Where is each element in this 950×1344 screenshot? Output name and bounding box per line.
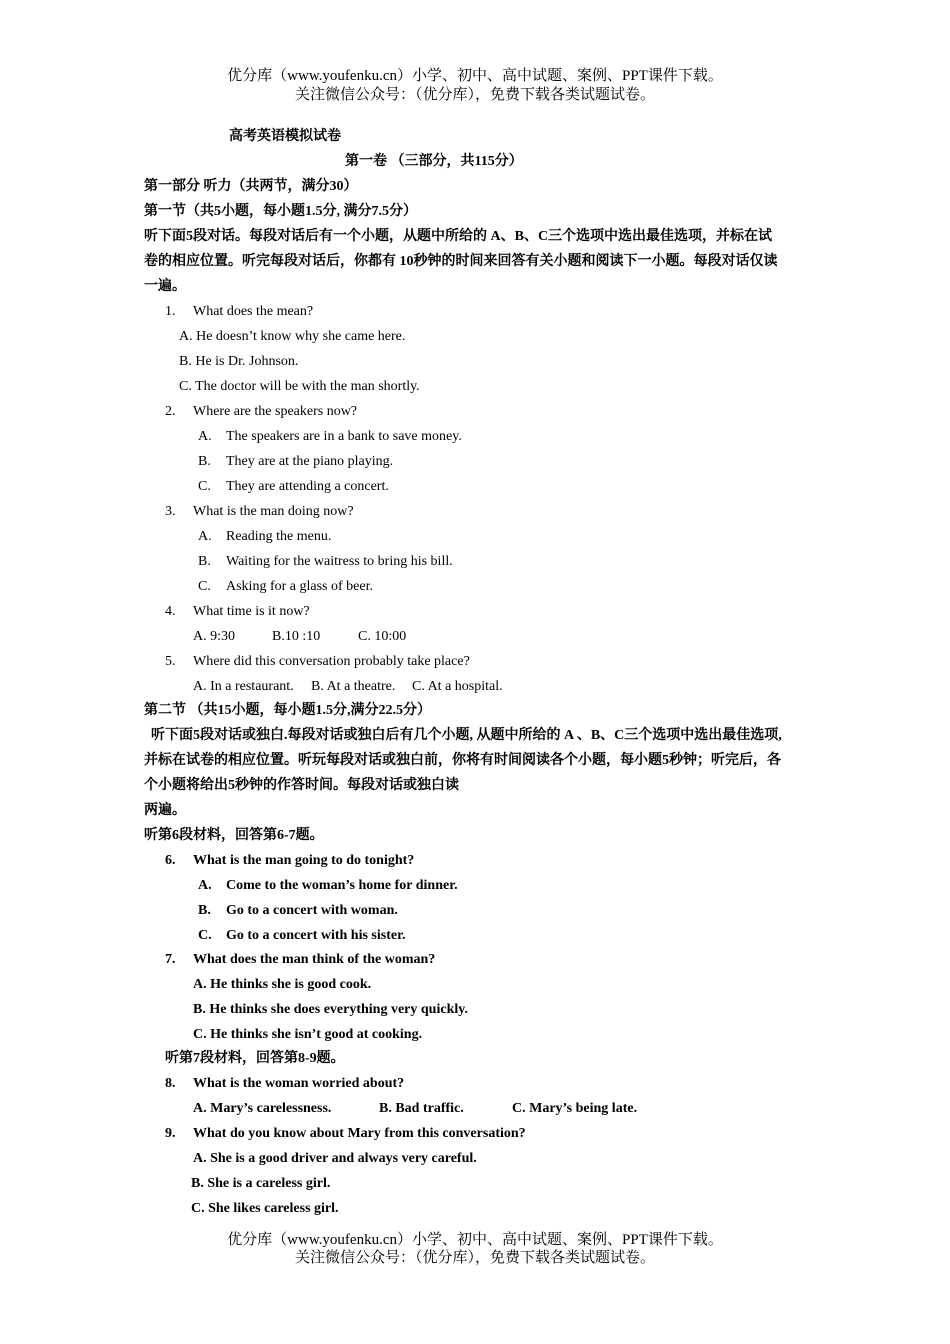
q2-number: 2. [165, 404, 176, 419]
material-7-heading: 听第7段材料，回答第8-9题。 [165, 1051, 345, 1066]
q6-number: 6. [165, 853, 176, 868]
q3-option-b: Waiting for the waitress to bring his bill. [226, 554, 453, 569]
q6-option-c: Go to a concert with his sister. [226, 928, 406, 943]
header-line-2: 关注微信公众号：（优分库），免费下载各类试题试卷。 [294, 87, 655, 103]
q4-text: What time is it now? [193, 604, 310, 619]
section2-instruction-3: 个小题将给出5秒钟的作答时间。每段对话或独白读 [144, 778, 459, 793]
q2-option-b-label: B. [198, 454, 211, 469]
q8-number: 8. [165, 1076, 176, 1091]
q3-option-a-label: A. [198, 529, 212, 544]
q4-option-c: C. 10:00 [358, 629, 407, 644]
q1-option-a: A. He doesn’t know why she came here. [179, 329, 406, 344]
q3-option-b-label: B. [198, 554, 211, 569]
q2-option-a-label: A. [198, 429, 212, 444]
q6-option-a: Come to the woman’s home for dinner. [226, 878, 458, 893]
q4-option-b: B.10 :10 [272, 629, 321, 644]
q6-option-a-label: A. [198, 878, 212, 893]
q2-option-a: The speakers are in a bank to save money. [226, 429, 462, 444]
section1-instruction-2: 卷的相应位置。听完每段对话后，你都有 10秒钟的时间来回答有关小题和阅读下一小题。每段对话仅读 [144, 254, 778, 269]
q8-option-a: A. Mary’s carelessness. [193, 1101, 332, 1116]
q3-option-a: Reading the menu. [226, 529, 332, 544]
q7-number: 7. [165, 952, 176, 967]
q1-number: 1. [165, 304, 176, 319]
section2-title: 第二节 （共15小题，每小题1.5分,满分22.5分） [144, 703, 431, 718]
q8-text: What is the woman worried about? [193, 1076, 405, 1091]
section1-title: 第一节（共5小题，每小题1.5分, 满分7.5分） [144, 204, 417, 219]
q6-text: What is the man going to do tonight? [193, 853, 415, 868]
q5-option-c: C. At a hospital. [412, 679, 503, 694]
q2-option-b: They are at the piano playing. [226, 454, 394, 469]
q5-option-b: B. At a theatre. [311, 679, 396, 694]
q9-option-a: A. She is a good driver and always very careful. [193, 1151, 477, 1166]
q7-option-a: A. He thinks she is good cook. [193, 977, 372, 992]
doc-title: 高考英语模拟试卷 [229, 129, 341, 144]
section1-instruction-3: 一遍。 [144, 279, 186, 294]
volume-title: 第一卷 （三部分，共115分） [345, 154, 523, 169]
q1-option-b: B. He is Dr. Johnson. [179, 354, 299, 369]
section2-instruction-1: 听下面5段对话或独白.每段对话或独白后有几个小题, 从题中所给的 A 、B、C三个选项中选出最佳选项, [151, 728, 782, 743]
part1-title: 第一部分 听力（共两节，满分30） [144, 179, 358, 194]
section2-instruction-2: 并标在试卷的相应位置。听玩每段对话或独白前，你将有时间阅读各个小题，每小题5秒钟；听完后，各 [144, 753, 781, 768]
q1-option-c: C. The doctor will be with the man shortly. [179, 379, 420, 394]
q2-option-c: They are attending a concert. [226, 479, 389, 494]
q4-number: 4. [165, 604, 176, 619]
q8-option-c: C. Mary’s being late. [512, 1101, 638, 1116]
q3-option-c: Asking for a glass of beer. [226, 579, 373, 594]
q6-option-b-label: B. [198, 903, 211, 918]
q2-option-c-label: C. [198, 479, 211, 494]
q2-text: Where are the speakers now? [193, 404, 358, 419]
q6-option-c-label: C. [198, 928, 212, 943]
q3-text: What is the man doing now? [193, 504, 354, 519]
footer-line-1: 优分库（www.youfenku.cn）小学、初中、高中试题、案例、PPT课件下载。 [227, 1232, 723, 1248]
footer-line-2: 关注微信公众号：（优分库），免费下载各类试题试卷。 [294, 1250, 655, 1266]
q7-option-c: C. He thinks she isn’t good at cooking. [193, 1027, 423, 1042]
q9-option-c: C. She likes careless girl. [191, 1201, 339, 1216]
header-line-1: 优分库（www.youfenku.cn）小学、初中、高中试题、案例、PPT课件下载。 [227, 68, 723, 84]
material-6-heading: 听第6段材料，回答第6-7题。 [144, 828, 324, 843]
q8-option-b: B. Bad traffic. [379, 1101, 464, 1116]
q3-option-c-label: C. [198, 579, 211, 594]
q5-text: Where did this conversation probably take place? [193, 654, 470, 669]
q9-text: What do you know about Mary from this conversation? [193, 1126, 526, 1141]
q7-option-b: B. He thinks she does everything very quickly. [193, 1002, 468, 1017]
q1-text: What does the mean? [193, 304, 314, 319]
q7-text: What does the man think of the woman? [193, 952, 436, 967]
q9-number: 9. [165, 1126, 176, 1141]
section2-instruction-4: 两遍。 [144, 803, 186, 818]
q5-option-a: A. In a restaurant. [193, 679, 294, 694]
section1-instruction-1: 听下面5段对话。每段对话后有一个小题，从题中所给的 A、B、C三个选项中选出最佳选项，并标在试 [144, 229, 773, 244]
q5-number: 5. [165, 654, 176, 669]
q9-option-b: B. She is a careless girl. [191, 1176, 331, 1191]
q4-option-a: A. 9:30 [193, 629, 235, 644]
q6-option-b: Go to a concert with woman. [226, 903, 398, 918]
q3-number: 3. [165, 504, 176, 519]
